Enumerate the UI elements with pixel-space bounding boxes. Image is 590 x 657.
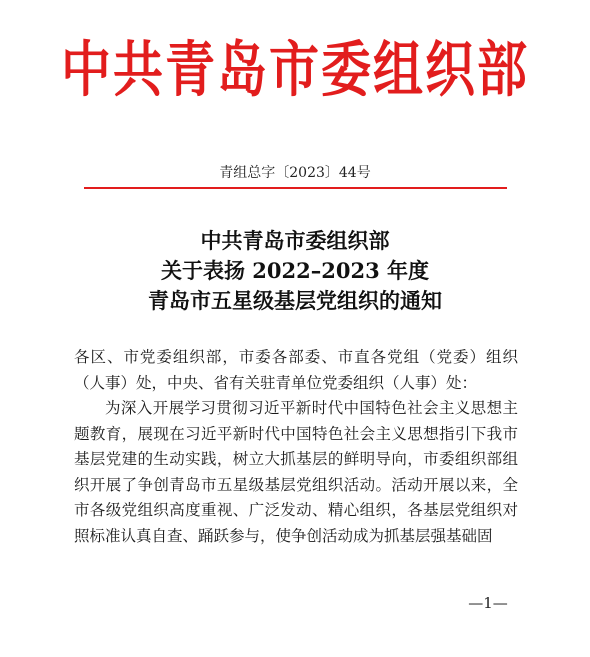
notice-title-line-2: 关于表扬 2022–2023 年度	[160, 258, 430, 283]
red-divider-line	[84, 187, 507, 189]
body-paragraph: 为深入开展学习贯彻习近平新时代中国特色社会主义思想主题教育，展现在习近平新时代中国特色社会主义思想指引下我市基层党建的生动实践，树立大抓基层的鲜明导向，市委组织部组织开展了争创青岛市五星级基层党组织活动。活动开展以来，全市各级党组织高度重视、广泛发动、精心组织，各基层党组织对照标准认真自查、踊跃参与，使争创活动成为抓基层强基础固	[74, 399, 518, 545]
masthead-title: 中共青岛市委组织部	[61, 35, 529, 105]
notice-title	[0, 226, 590, 316]
notice-title-line-3: 青岛市五星级基层党组织的通知	[148, 288, 442, 313]
notice-title-line-1: 中共青岛市委组织部	[200, 228, 390, 253]
salutation-paragraph: 各区、市党委组织部，市委各部委、市直各党组（党委）组织（人事）处，中央、省有关驻青单位党委组织（人事）处：	[74, 348, 518, 392]
document-number: 青组总字〔2023〕44号	[219, 165, 371, 181]
document-body	[74, 345, 518, 549]
page-number: —1—	[468, 594, 508, 612]
